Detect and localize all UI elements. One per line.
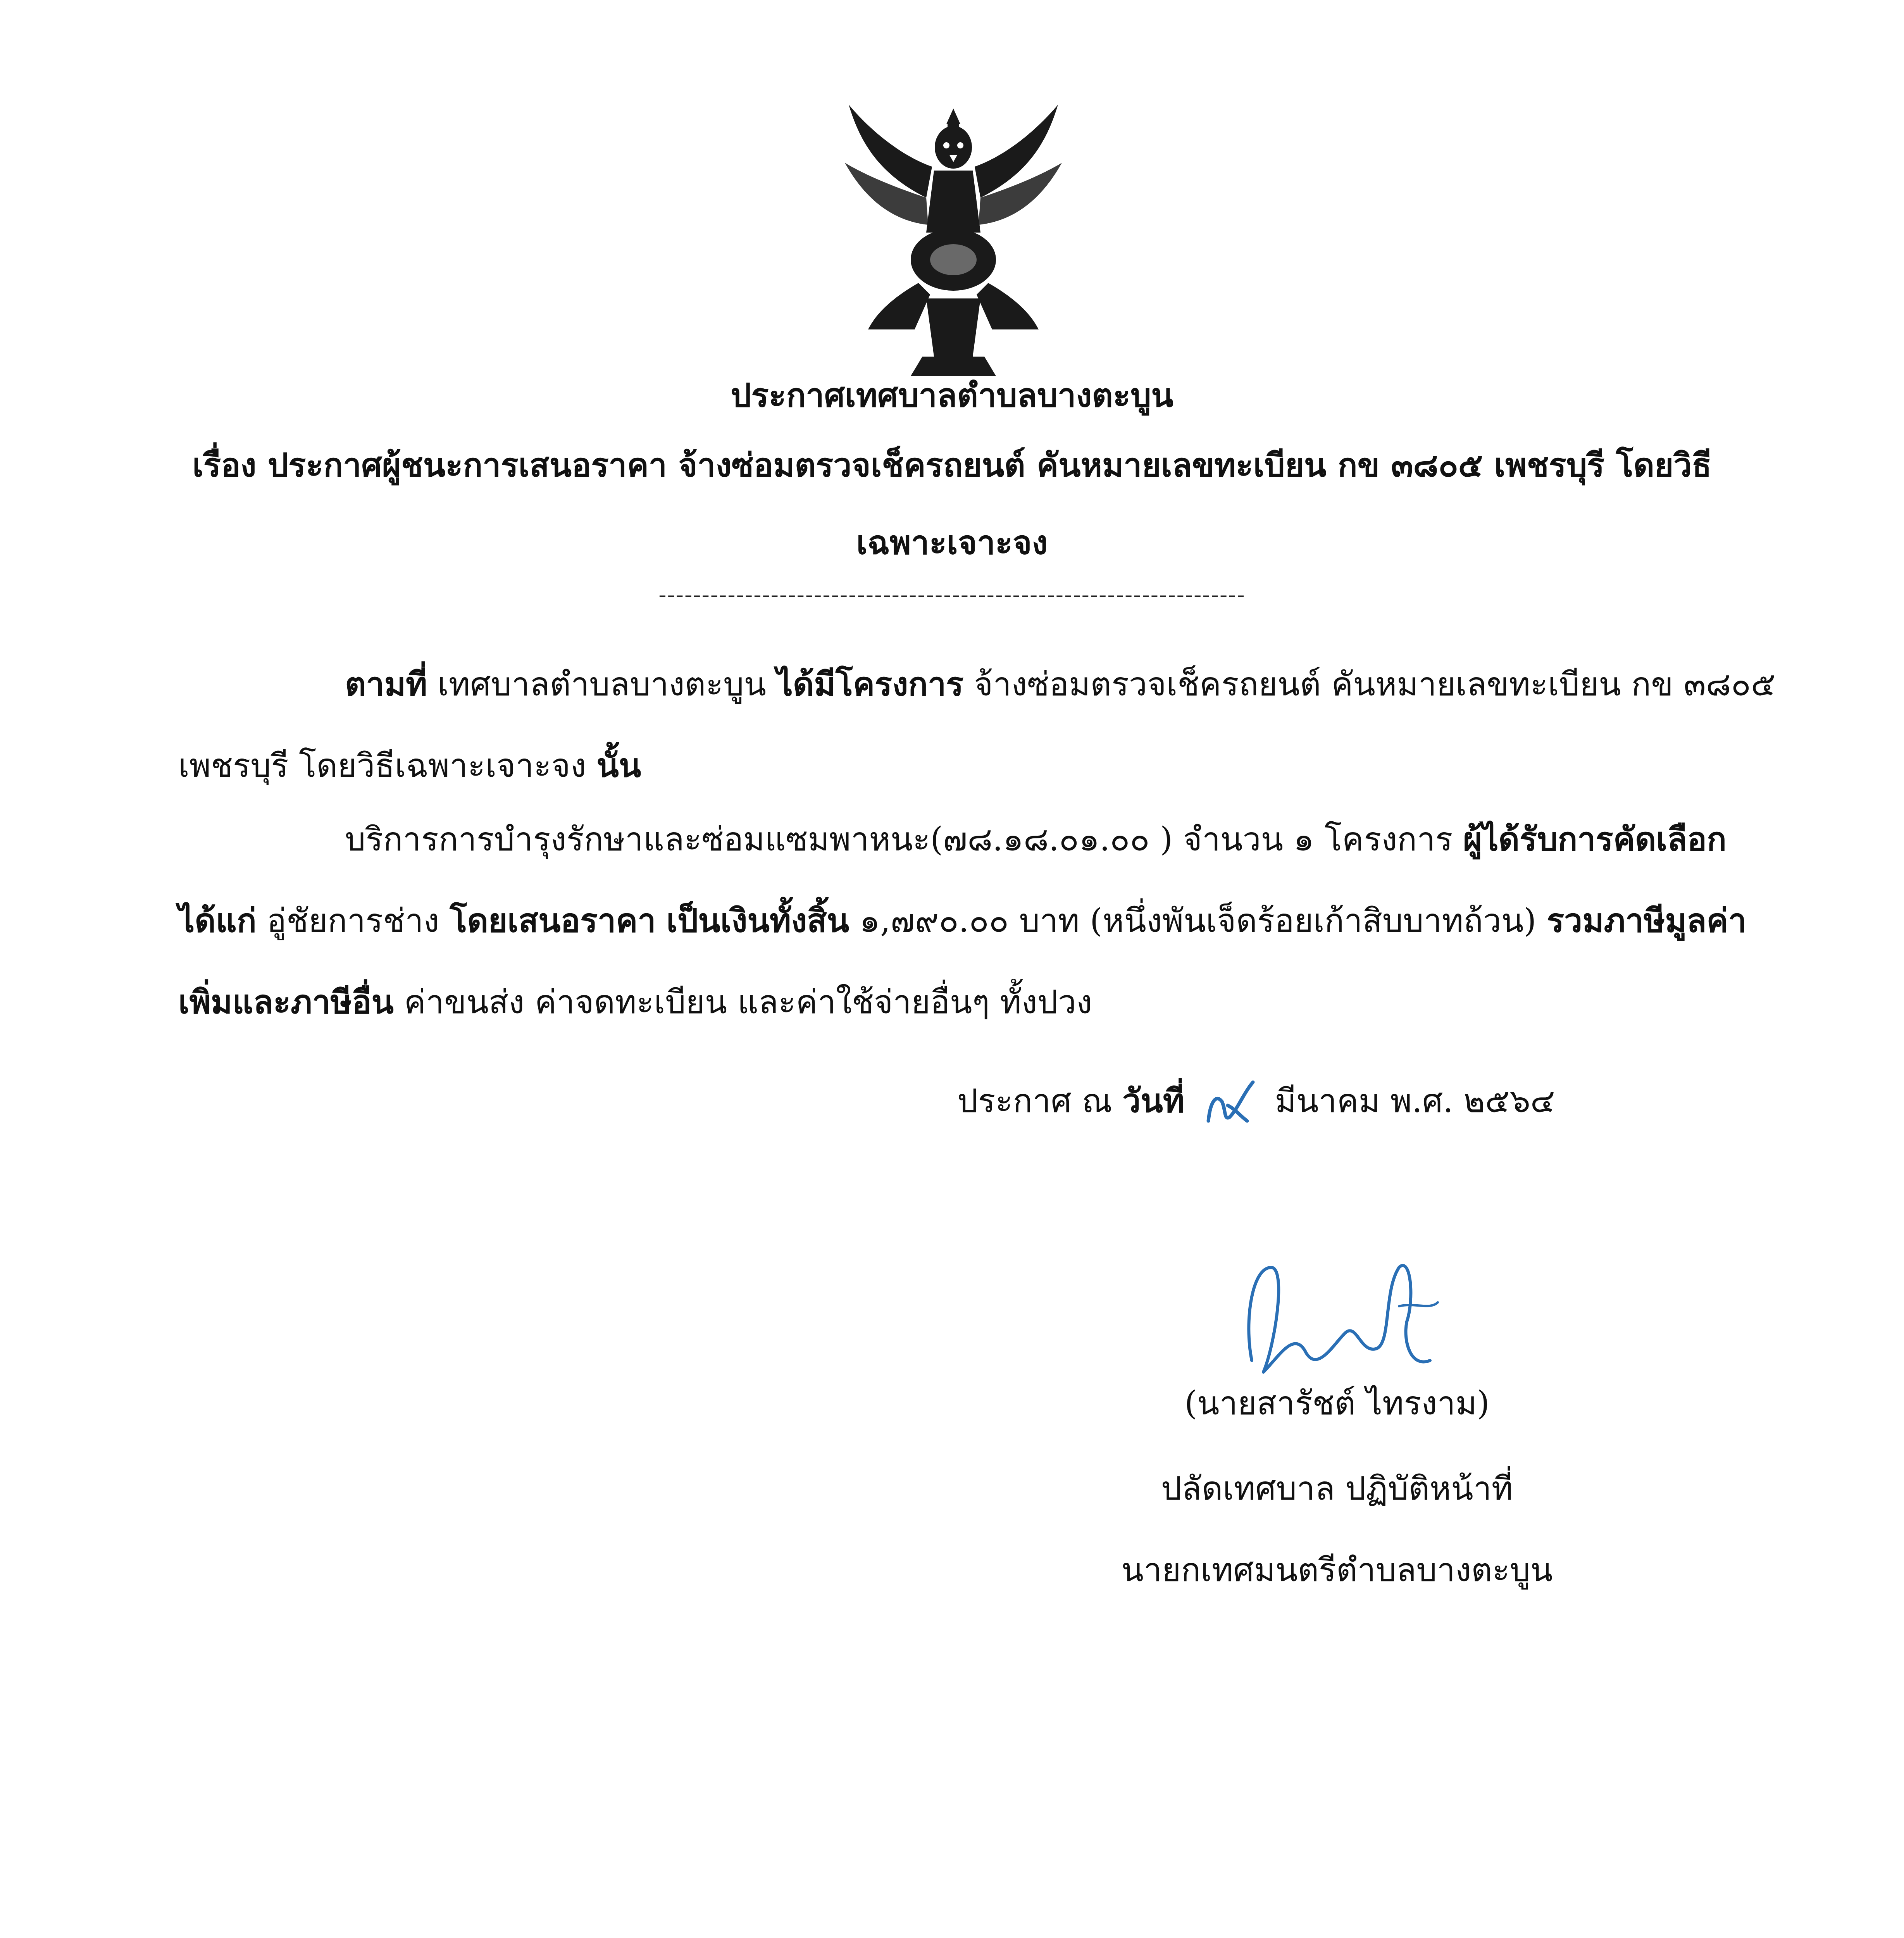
subject-line [0, 442, 1904, 488]
text-bold: เพิ่มและภาษีอื่น [178, 983, 394, 1021]
text-bold: รวมภาษีมูลค่า [1546, 901, 1747, 940]
text-bold: โดยเสนอราคา [450, 901, 656, 940]
text: ค่าขนส่ง ค่าจดทะเบียน และค่าใช้จ่ายอื่นๆ ทั้งปวง [393, 983, 1092, 1021]
garuda-emblem-icon [833, 97, 1073, 384]
date-month-year: มีนาคม พ.ศ. ๒๕๖๔ [1264, 1082, 1555, 1120]
signature-icon [1229, 1244, 1477, 1391]
text-bold: ได้แก่ [178, 901, 257, 940]
subject-text: จ้างซ่อมตรวจเช็ครถยนต์ คันหมายเลขทะเบียน กข ๓๘๐๕ เพชรบุรี โดยวิธี [667, 446, 1712, 484]
text: ๑,๗๙๐.๐๐ บาท (หนึ่งพันเจ็ดร้อยเก้าสิบบาทถ้วน) [849, 902, 1547, 940]
paragraph-line [178, 643, 1776, 725]
paragraph-line [178, 725, 1728, 806]
announcement-date [957, 1078, 1555, 1129]
subject-continuation: เฉพาะเจาะจง [856, 523, 1048, 562]
signatory-position-acting: นายกเทศมนตรีตำบลบางตะบูน [1121, 1551, 1553, 1589]
text-bold: ตามที่ [345, 665, 427, 703]
text: บริการการบำรุงรักษาและซ่อมแซมพาหนะ(๗๘.๑๘.๐๑.๐๐ ) จำนวน ๑ โครงการ [345, 820, 1463, 858]
divider-line: -------------------------------------------------------------------- [658, 581, 1246, 609]
paragraph-line [178, 798, 1728, 880]
paragraph-line [178, 961, 1728, 1043]
subject-label: เรื่อง ประกาศผู้ชนะการเสนอราคา [192, 446, 667, 484]
text-bold: นั้น [596, 746, 641, 785]
date-prefix: ประกาศ ณ [957, 1082, 1123, 1120]
signatory-position: ปลัดเทศบาล ปฏิบัติหน้าที่ [1161, 1469, 1513, 1507]
date-day-label: วันที่ [1122, 1081, 1185, 1120]
text: อู่ชัยการช่าง [256, 902, 450, 940]
text-bold: เป็นเงินทั้งสิ้น [666, 901, 849, 940]
paragraph-award [178, 798, 1747, 1043]
paragraph-line [178, 880, 1747, 961]
handwritten-day-icon [1195, 1078, 1265, 1129]
text: เพชรบุรี โดยวิธีเฉพาะเจาะจง [178, 747, 597, 785]
paragraph-background [178, 643, 1776, 806]
text-bold: ได้มีโครงการ [776, 665, 964, 703]
signatory-name: (นายสารัชต์ ไทรงาม) [1184, 1384, 1490, 1422]
text-bold: ผู้ได้รับการคัดเลือก [1463, 820, 1727, 858]
text: จ้างซ่อมตรวจเช็ครถยนต์ คันหมายเลขทะเบียน กข ๓๘๐๕ [963, 665, 1776, 703]
text: เทศบาลตำบลบางตะบูน [427, 665, 777, 703]
announcement-title: ประกาศเทศบาลตำบลบางตะบูน [731, 376, 1173, 414]
text [656, 902, 667, 940]
